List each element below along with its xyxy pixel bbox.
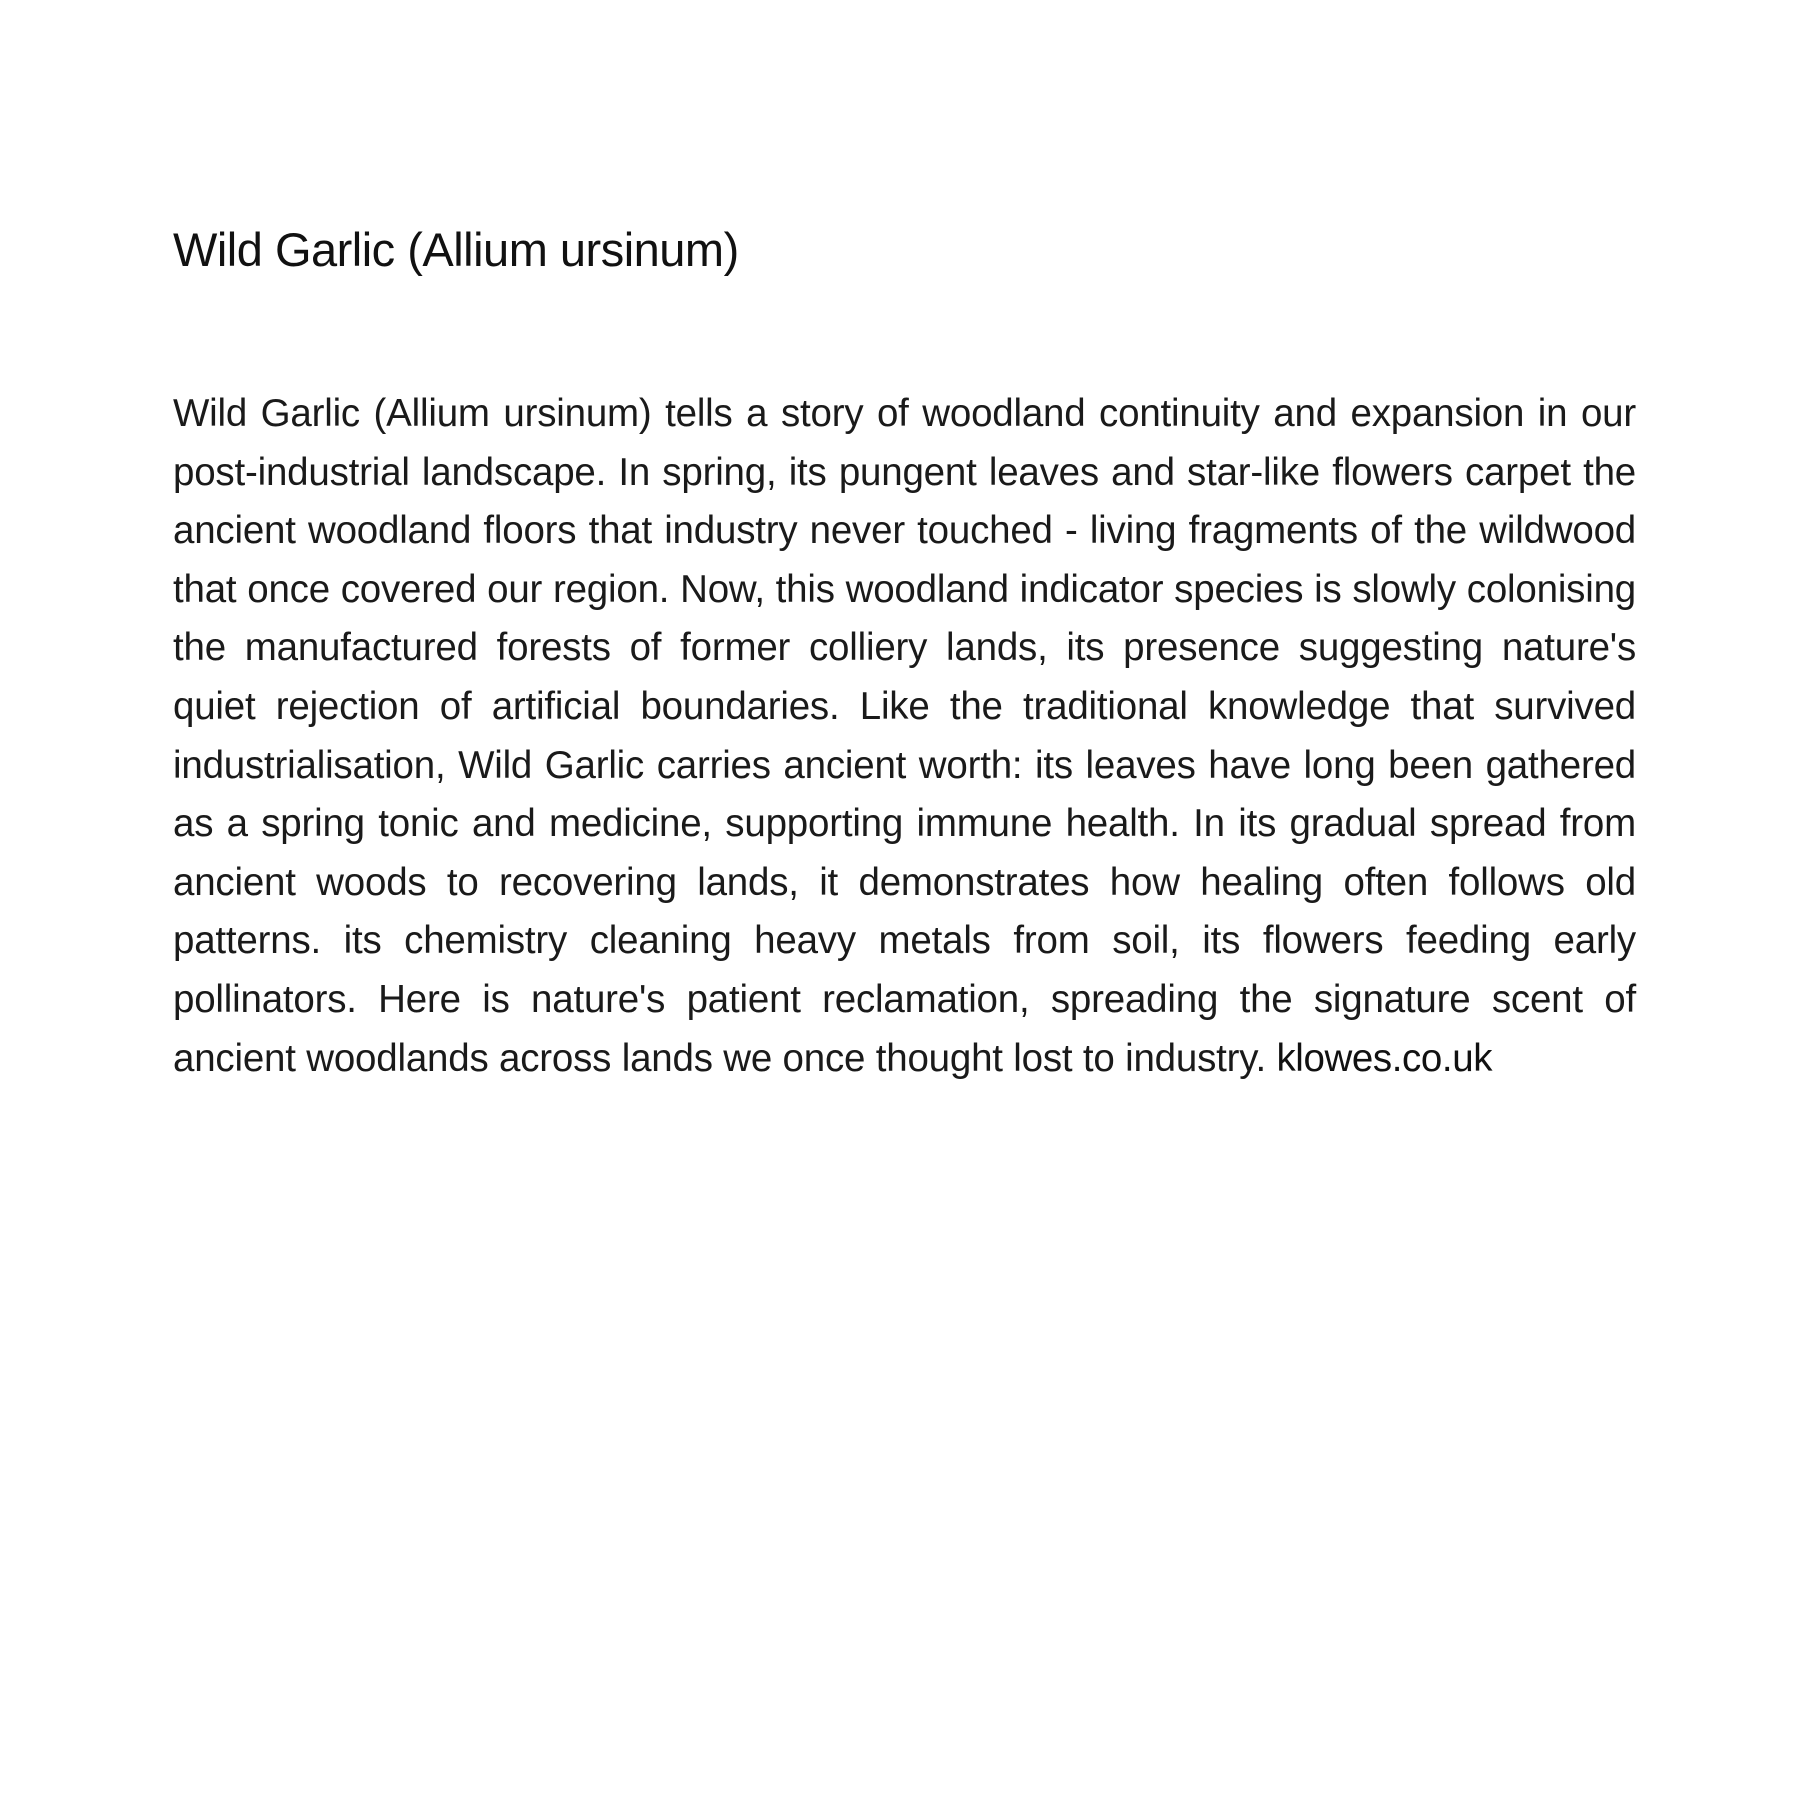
body-text: Wild Garlic (Allium ursinum) tells a story of woodland continuity and expansion in our post-industrial landscape. In spring, its pungent leaves and star-like flowers carpet the ancient woodland floors that industry never touched - living fragments of the wildwood that once covered our region. Now, this woodland indicator species is slowly colonising the manufactured forests of former colliery lands, its presence suggesting nature's quiet rejection of artificial boundaries. Like the traditional knowledge that survived industrialisation, Wild Garlic carries ancient worth: its leaves have long been gathered as a spring tonic and medicine, supporting immune health. In its gradual spread from ancient woods to recovering lands, it demonstrates how healing often follows old patterns. its chemistry cleaning heavy metals from soil, its flowers feeding early pollinators. Here is nature's patient reclamation, spreading the signature scent of ancient woodlands across lands we once thought lost to industry. bbox=[173, 392, 1636, 1080]
website-link[interactable]: klowes.co.uk bbox=[1276, 1036, 1493, 1080]
body-paragraph bbox=[173, 385, 1636, 1088]
page-title: Wild Garlic (Allium ursinum) bbox=[173, 223, 739, 276]
